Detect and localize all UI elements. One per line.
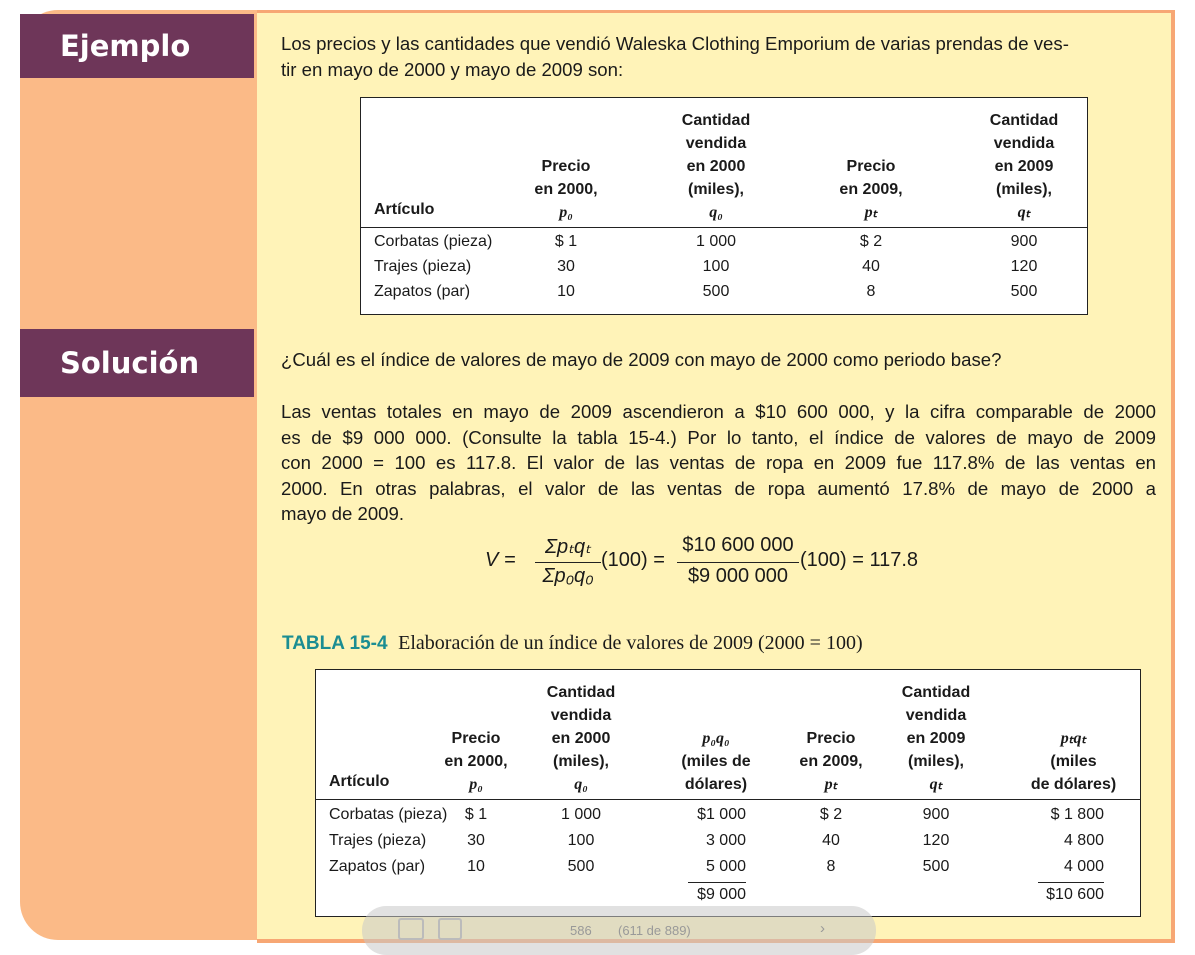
formula-multiplier-1: (100) = [601, 549, 665, 571]
header-articulo: Artículo [374, 201, 435, 218]
total-rule-ptqt [1038, 882, 1104, 883]
row-corbatas-q0: 1 000 [695, 233, 737, 250]
solution-text [281, 399, 1156, 527]
formula-numerator-1: Σpₜqₜ [544, 536, 592, 558]
row-trajes-pt: 40 [862, 258, 880, 275]
row-trajes-pt: 40 [822, 832, 840, 849]
row-corbatas-articulo: Corbatas (pieza) [329, 806, 448, 823]
row-corbatas-articulo: Corbatas (pieza) [374, 233, 493, 250]
current-page[interactable]: 586 [570, 923, 592, 938]
row-corbatas-pt: $ 2 [859, 233, 883, 250]
next-page-icon[interactable]: › [820, 920, 825, 937]
intro-text [281, 31, 1156, 82]
row-zapatos-p0q0: 5 000 [705, 858, 746, 875]
row-zapatos-pt: 8 [826, 858, 836, 875]
row-trajes-p0: 30 [557, 258, 575, 275]
fraction-bar-2 [677, 562, 799, 563]
row-zapatos-pt: 8 [866, 283, 876, 300]
table-caption [282, 632, 863, 655]
solution-line: Las ventas totales en mayo de 2009 ascendieron a $10 600 000, y la cifra comparable de 2000 [281, 401, 1156, 422]
row-corbatas-ptqt: $ 1 800 [1050, 806, 1104, 823]
total-rule-p0q0 [688, 882, 746, 883]
fraction-bar-1 [535, 562, 601, 563]
formula-numerator-2: $10 600 000 [682, 534, 794, 556]
page-navigator[interactable] [362, 906, 876, 955]
row-corbatas-pt: $ 2 [819, 806, 843, 823]
row-zapatos-q0: 500 [567, 858, 595, 875]
solution-line: 2000. En otras palabras, el valor de las ventas de ropa aumentó 17.8% de mayo de 2000 a [281, 477, 1156, 499]
row-zapatos-articulo: Zapatos (par) [329, 858, 426, 875]
header-precio-2000: Precio en 2000, p₀ [534, 158, 598, 221]
row-zapatos-p0: 10 [467, 858, 485, 875]
formula-denominator-2: $9 000 000 [687, 565, 789, 587]
row-corbatas-qt: 900 [922, 806, 950, 823]
row-trajes-ptqt: 4 800 [1063, 832, 1104, 849]
row-trajes-qt: 120 [1010, 258, 1038, 275]
print-icon[interactable] [438, 918, 462, 940]
header-ptqt: pₜqₜ (miles de dólares) [1030, 730, 1117, 793]
header-cantidad-2000: Cantidad vendida en 2000 (miles), q₀ [546, 684, 616, 793]
header-cantidad-2009: Cantidad vendida en 2009 (miles), qₜ [989, 112, 1059, 221]
row-corbatas-qt: 900 [1010, 233, 1038, 250]
formula-multiplier-2: (100) = 117.8 [800, 549, 919, 571]
row-corbatas-p0q0: $1 000 [697, 806, 746, 823]
row-trajes-q0: 100 [702, 258, 730, 275]
row-zapatos-ptqt: 4 000 [1063, 858, 1104, 875]
value-index-formula [485, 532, 955, 594]
row-corbatas-q0: 1 000 [560, 806, 602, 823]
value-index-table [315, 669, 1141, 917]
row-corbatas-p0: $ 1 [554, 233, 578, 250]
table-title: Elaboración de un índice de valores de 2009 (2000 = 100) [398, 632, 863, 654]
row-trajes-articulo: Trajes (pieza) [329, 832, 427, 849]
row-zapatos-articulo: Zapatos (par) [374, 283, 471, 300]
row-zapatos-qt: 500 [922, 858, 950, 875]
row-corbatas-p0: $ 1 [464, 806, 488, 823]
intro-line-1: Los precios y las cantidades que vendió Waleska Clothing Emporium de varias prendas de ves- [281, 33, 1069, 54]
save-icon[interactable] [398, 918, 424, 940]
header-precio-2009: Precio en 2009, pₜ [799, 730, 863, 793]
total-p0q0: $9 000 [697, 886, 746, 903]
formula-denominator-1: Σp₀q₀ [542, 565, 594, 587]
total-ptqt: $10 600 [1046, 886, 1104, 903]
solution-line: es de $9 000 000. (Consulte la tabla 15-4.) Por lo tanto, el índice de valores de mayo de 2009 [281, 426, 1156, 448]
formula-lhs: V = [485, 549, 516, 571]
sidebar-band [20, 10, 257, 940]
solution-line: mayo de 2009. [281, 503, 405, 524]
solucion-label: Solución [20, 329, 254, 397]
row-trajes-q0: 100 [567, 832, 595, 849]
solution-line: con 2000 = 100 es 117.8. El valor de las ventas de ropa en 2009 fue 117.8% de las ventas en [281, 452, 1156, 473]
header-rule [361, 227, 1087, 228]
intro-line-2: tir en mayo de 2000 y mayo de 2009 son: [281, 58, 624, 80]
header-precio-2000: Precio en 2000, p₀ [444, 730, 508, 793]
header-cantidad-2009: Cantidad vendida en 2009 (miles), qₜ [901, 684, 971, 793]
header-rule [316, 799, 1140, 800]
header-articulo: Artículo [329, 773, 390, 790]
header-p0q0: p₀q₀ (miles de dólares) [681, 730, 751, 793]
table-number: TABLA 15-4 [282, 633, 388, 654]
page-count: (611 de 889) [618, 923, 691, 938]
header-cantidad-2000: Cantidad vendida en 2000 (miles), q₀ [681, 112, 751, 221]
row-zapatos-qt: 500 [1010, 283, 1038, 300]
row-trajes-p0: 30 [467, 832, 485, 849]
row-zapatos-p0: 10 [557, 283, 575, 300]
header-precio-2009: Precio en 2009, pₜ [839, 158, 903, 221]
question-text: ¿Cuál es el índice de valores de mayo de 2009 con mayo de 2000 como periodo base? [281, 349, 1002, 370]
row-zapatos-q0: 500 [702, 283, 730, 300]
row-trajes-p0q0: 3 000 [705, 832, 746, 849]
row-trajes-articulo: Trajes (pieza) [374, 258, 472, 275]
ejemplo-label: Ejemplo [20, 14, 254, 78]
row-trajes-qt: 120 [922, 832, 950, 849]
price-quantity-table [360, 97, 1088, 315]
